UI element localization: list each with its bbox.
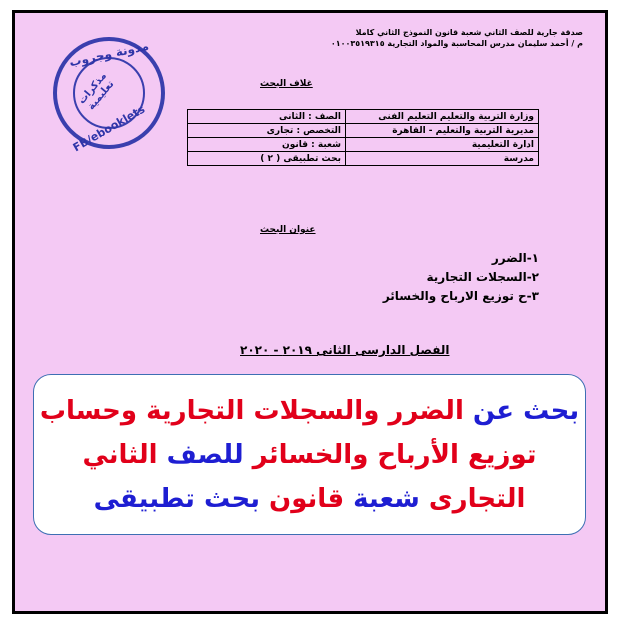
table-row [188, 124, 539, 138]
table-cell: التخصص : تجارى [188, 124, 346, 138]
banner-line-2 [34, 433, 585, 477]
research-title-label: عنوان البحث [260, 225, 316, 235]
banner-word: بحث [203, 484, 270, 514]
table-row [188, 138, 539, 152]
banner-line-1 [34, 389, 585, 433]
banner-word: الضرر والسجلات التجارية وحساب [39, 396, 464, 426]
table-cell: الصف : الثانى [188, 110, 346, 124]
banner-line-3 [34, 477, 585, 521]
document-header [331, 27, 583, 49]
table-cell: بحث تطبيقى ( ٢ ) [188, 152, 346, 166]
stamp-bottom-text: FB/ebooklets [70, 102, 148, 155]
banner-word: قانون [269, 484, 354, 514]
table-row [188, 110, 539, 124]
topics-list [383, 249, 539, 306]
table-cell: وزارة التربية والتعليم التعليم الفنى [345, 110, 538, 124]
table-cell: ادارة التعليمية [345, 138, 538, 152]
list-item: ١-الضرر [491, 251, 539, 265]
banner-word: التجارى [428, 484, 526, 514]
banner-word: تطبيقى [93, 484, 204, 514]
header-line-1: صدقة جارية للصف الثاني شعبة قانون النموذج الثاني كاملا [355, 28, 583, 37]
title-banner [33, 374, 586, 535]
table-row [188, 152, 539, 166]
banner-word: للصف [166, 440, 253, 470]
banner-word: الثاني [82, 440, 167, 470]
table-cell: مديرية التربية والتعليم - القاهرة [345, 124, 538, 138]
school-info-table [187, 109, 539, 166]
table-cell: مدرسة [345, 152, 538, 166]
cover-title: غلاف البحث [260, 79, 313, 89]
academic-term: الفصل الدارسى الثانى ٢٠١٩ - ٢٠٢٠ [240, 343, 450, 357]
list-item: ٢-السجلات التجارية [426, 270, 539, 284]
list-item: ٣-ح توزيع الارباح والخسائر [382, 289, 539, 303]
banner-word: شعبة [353, 484, 429, 514]
banner-word: عن [463, 396, 524, 426]
table-cell: شعبة : قانون [188, 138, 346, 152]
banner-word: توزيع الأرباح والخسائر [252, 440, 537, 470]
stamp-middle-text: مذكرات تعليمية [76, 70, 117, 113]
banner-text [34, 389, 585, 521]
stamp-top-text: مدونة وجروب [67, 38, 151, 70]
header-line-2: م / أحمد سليمان مدرس المحاسبة والمواد التجارية ٠١٠٠٣٥١٩٣١٥ [330, 39, 583, 48]
banner-word: بحث [523, 396, 580, 426]
blog-stamp [53, 37, 165, 155]
